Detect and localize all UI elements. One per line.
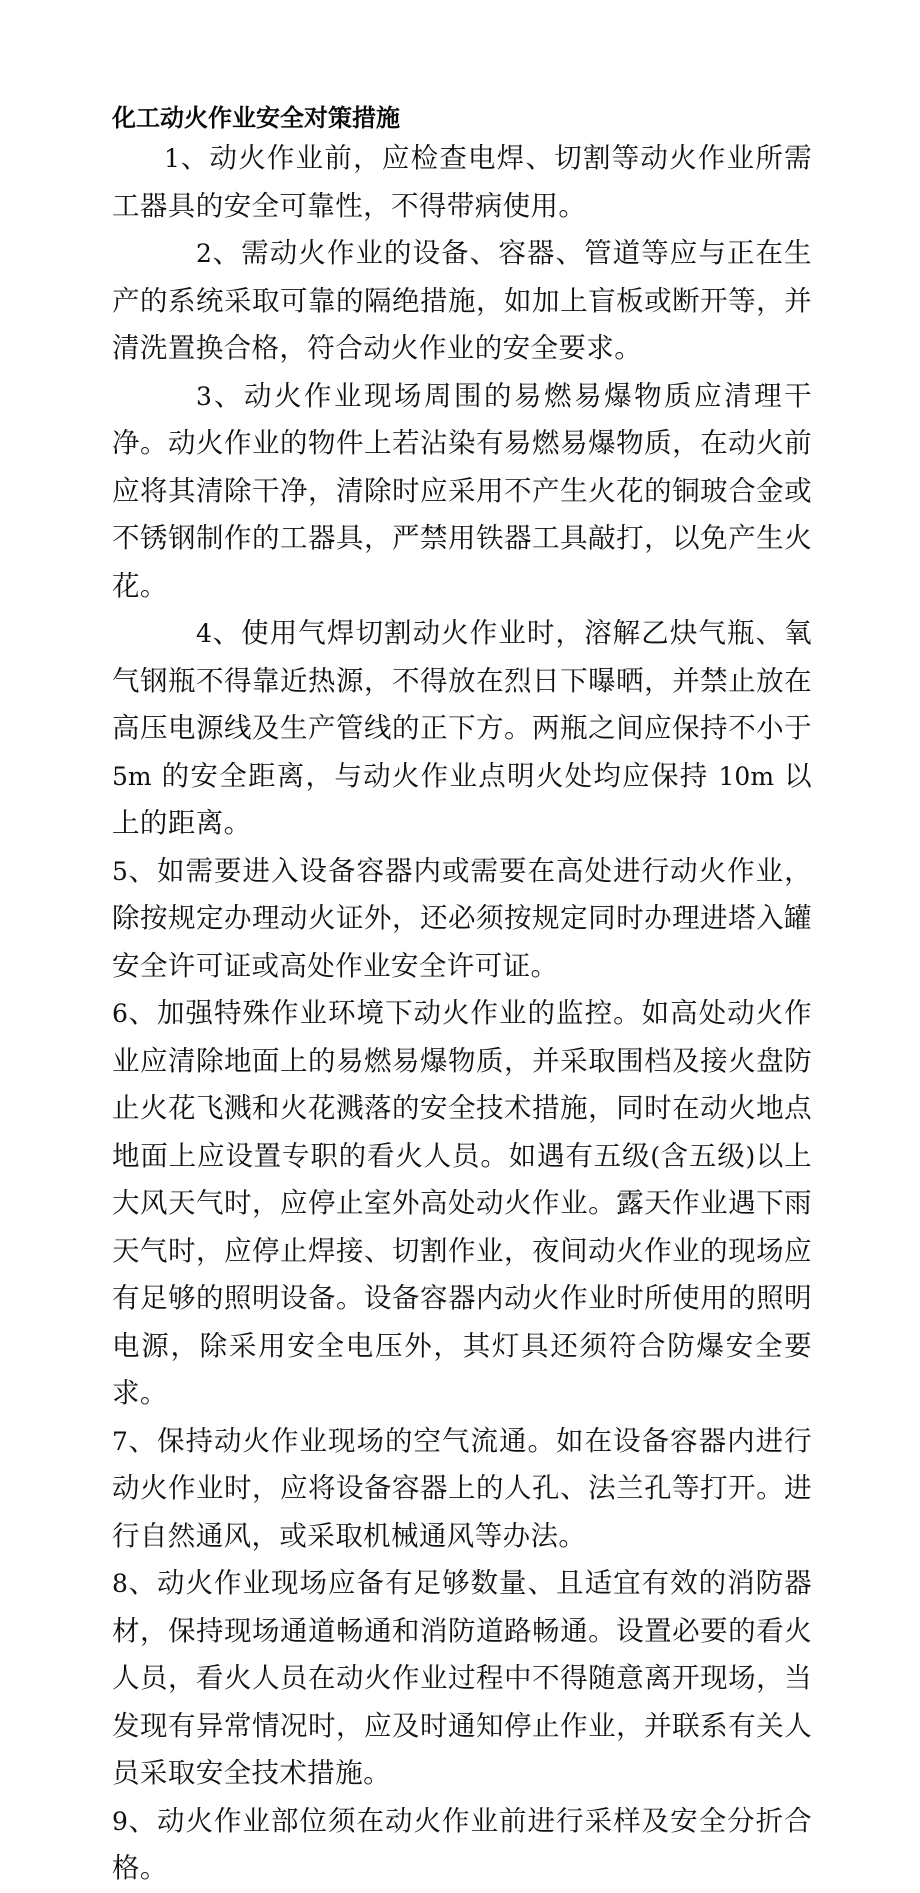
latin-run: 9 [112, 1806, 128, 1836]
latin-run: 2 [196, 239, 212, 268]
paragraph-item-1: 1、动火作业前，应检查电焊、切割等动火作业所需工器具的安全可靠性，不得带病使用。 [112, 142, 812, 222]
paragraph-item-7: 7、保持动火作业现场的空气流通。如在设备容器内进行动火作业时，应将设备容器上的人孔、法兰孔等打开。进行自然通风，或采取机械通风等办法。 [112, 1424, 812, 1552]
paragraph-item-6: 6、加强特殊作业环境下动火作业的监控。如高处动火作业应清除地面上的易燃易爆物质，并采取围档及接火盘防止火花飞溅和火花溅落的安全技术措施，同时在动火地点地面上应设置专职的看火人员。如遇有五级(含五级)以上大风天气时，应停止室外高处动火作业。露天作业遇下雨天气时，应停止焊接、切割作业，夜间动火作业的现场应有足够的照明设备。设备容器内动火作业时所使用的照明电源，除采用安全电压外，其灯具还须符合防爆安全要求。 [112, 997, 812, 1409]
latin-run: ) [745, 1141, 756, 1171]
latin-run: 6 [112, 999, 128, 1028]
paragraph-item-4: 4、使用气焊切割动火作业时，溶解乙炔气瓶、氧气钢瓶不得靠近热源，不得放在烈日下曝晒，并禁止放在高压电源线及生产管线的正下方。两瓶之间应保持不小于 5m 的安全距离，与动火作业点明火处均应保持 10m 以上的距离。 [112, 617, 812, 839]
paragraph-item-3: 3、动火作业现场周围的易燃易爆物质应清理干净。动火作业的物件上若沾染有易燃易爆物质，在动火前应将其清除干净，清除时应采用不产生火花的铜玻合金或不锈钢制作的工器具，严禁用铁器工具敲打，以免产生火花。 [112, 379, 812, 602]
paragraph-item-2: 2、需动火作业的设备、容器、管道等应与正在生产的系统采取可靠的隔绝措施，如加上盲板或断开等，并清洗置换合格，符合动火作业的安全要求。 [112, 237, 812, 364]
latin-run: ( [650, 1141, 661, 1171]
latin-run: 4 [196, 619, 212, 648]
latin-run: 8 [112, 1569, 128, 1598]
latin-run: 10m [718, 761, 775, 791]
paragraph-item-8: 8、动火作业现场应备有足够数量、且适宜有效的消防器材，保持现场通道畅通和消防道路畅通。设置必要的看火人员，看火人员在动火作业过程中不得随意离开现场，当发现有异常情况时，应及时通知停止作业，并联系有关人员采取安全技术措施。 [112, 1567, 812, 1789]
latin-run: 5 [112, 856, 128, 886]
paragraph-list [112, 135, 812, 1893]
paragraph-item-9: 9、动火作业部位须在动火作业前进行采样及安全分折合格。 [112, 1804, 812, 1884]
paragraph-item-5: 5、如需要进入设备容器内或需要在高处进行动火作业，除按规定办理动火证外，还必须按规定同时办理进塔入罐安全许可证或高处作业安全许可证。 [112, 854, 812, 982]
latin-run: 7 [112, 1426, 128, 1456]
document-body [112, 102, 812, 1893]
page-title: 化工动火作业安全对策措施 [112, 104, 400, 132]
latin-run: 3 [196, 381, 212, 411]
latin-run: 5m [112, 761, 152, 791]
latin-run: 1 [164, 144, 180, 173]
